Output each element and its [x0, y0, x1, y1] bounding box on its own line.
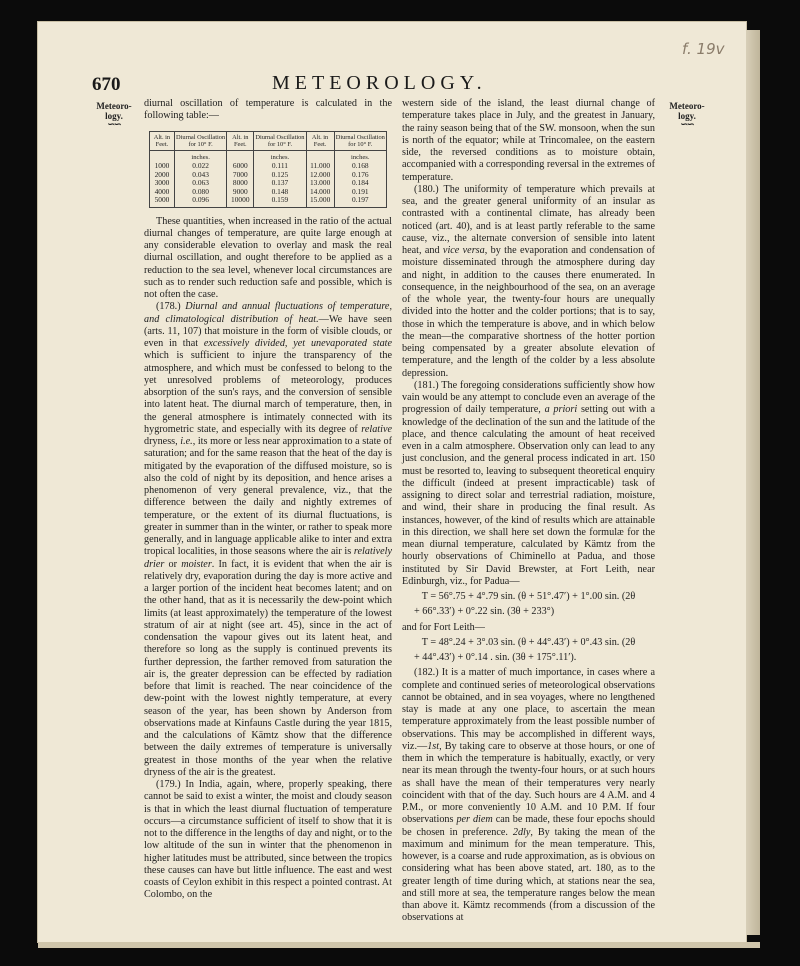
- table-cell: 3000: [150, 179, 175, 188]
- table-cell: 0.191: [334, 188, 386, 197]
- emphasis: 1st: [427, 740, 440, 752]
- table-header: Alt. in Feet.: [306, 131, 334, 150]
- table-row: [150, 196, 387, 207]
- paragraph-number: (178.): [156, 301, 181, 313]
- table-cell: inches.: [174, 150, 226, 162]
- table-cell: 0.159: [254, 196, 306, 207]
- table-header: Alt. in Feet.: [227, 131, 254, 150]
- table-cell: 0.125: [254, 171, 306, 180]
- table-row: [150, 162, 387, 171]
- emphasis: vice versa: [442, 245, 485, 256]
- text-run: can be made, these four epochs should be chosen in preference.: [402, 814, 656, 838]
- text-run: . In fact, it is evident that when the air is relatively dry, evaporation during the day is more active and a larger portion of the incident heat becomes latent; and on the other hand, that as it is necessarily the dew-point which limits (at least approximately) the temperature of the lowest stratum of air at night (see art. 45), since in the act of condensation the vapour gives out its latent heat, and therefore so long as the supply is continued prevents its further depression, the farther removed from saturation the air is, the greater depression can be effected by radiation before that limit is reached. The near coincidence of the dew-point with the lowest nightly temperature, at every season of the year, has been shown by Anderson from observations made at Kinfauns Castle during the year 1815, and the calculations of Kämtz show that the difference between the daily extremes of temperature is universally greatest in those months of the year when the relative dryness of the air is the greatest.: [144, 558, 393, 778]
- table-cell: 0.197: [334, 196, 386, 207]
- paragraph-180: [402, 184, 655, 380]
- section-title: Diurnal and annual fluctuations of temperature, and climatological distribution of heat.: [144, 301, 392, 325]
- table-cell: 1000: [150, 162, 175, 171]
- paragraph-179: (179.) In India, again, where, properly speaking, there cannot be said to exist a winter, the moist and cloudy season is that in which the least diurnal fluctuation of temperature occurs—a circumstance sufficient of itself to show that it is not to the difference in the lengths of day and night, or to the low altitude of the sun in winter that the phenomenon in higher latitudes must be attributed, since between the tropics these causes can have but little influence. The east and west coasts of Ceylon exhibit in this respect a pointed contrast. At Colombo, on the: [144, 779, 392, 901]
- table-cell: 2000: [150, 171, 175, 180]
- sidenote-left: [89, 101, 139, 129]
- text-run: , By taking care to observe at those hours, or one of them in which the temperature is habitually, exactly, or very near its mean through the twenty-four hours, or at such hours as shall have the mean of their temperatures very nearly coincident with that of the day. Such hours are 4 A.M. and 4 P.M., or more conveniently 10 A.M. and 10 P.M. If four observations: [402, 740, 655, 826]
- text-run: (180.) The uniformity of temperature which prevails at sea, and the greater general uniformity of an insular as contrasted with a continental climate, has already been noticed (art. 40), and is at least partly referable to the same cause, viz., the alternate conversion of sensible into latent heat, and: [402, 183, 655, 256]
- table-cell: 5000: [150, 196, 175, 207]
- paragraph-181: [402, 380, 655, 588]
- text-run: —We have seen (arts. 11, 107) that moisture in the form of visible clouds, or even in that: [144, 313, 392, 349]
- paragraph-178: [144, 301, 392, 779]
- text-run: dryness,: [144, 436, 178, 447]
- oscillation-table: [149, 131, 387, 208]
- table-cell: 6000: [227, 162, 254, 171]
- table-cell: 13.000: [306, 179, 334, 188]
- table-cell: 8000: [227, 179, 254, 188]
- emphasis: 2dly: [512, 826, 531, 838]
- sidenote-flourish-icon: ∽∽: [680, 119, 694, 129]
- table-cell: 0.137: [254, 179, 306, 188]
- table-cell: 15.000: [306, 196, 334, 207]
- text-run: setting out with a knowledge of the declination of the sun and the latitude of the place, and thence calculating the amount of heat received even in a calm atmosphere. Observation only can lead to any just conclusion, and the general process indicated in art. 150 must be resorted to, leaving to subsequent theoretical enquiry the difficult (indeed at present impracticable) task of assigning to direct solar and terrestrial radiation, moisture, and wind, their share in producing the final result. As instances, however, of the kind of results which are attainable in this direction, we shall here set down the formulæ for the mean diurnal temperature, calculated by Kämtz from the hourly observations of Chiminello at Padua, and those instituted by Sir David Brewster, at Fort Leith, near Edinburgh, viz., for Padua—: [402, 404, 656, 587]
- table-cell: 0.080: [174, 188, 226, 197]
- emphasis: excessively divided, yet unevaporated state: [203, 338, 393, 349]
- table-cell: inches.: [254, 150, 306, 162]
- page-edge: [746, 30, 760, 935]
- table-cell: 9000: [227, 188, 254, 197]
- table-header-row: [150, 131, 387, 150]
- text-run: , By taking the mean of the maximum and minimum for the mean temperature. This, however, is a coarse and rude approximation, as is obvious on considering what has been above stated, art. 180, as to the greater length of time during which, at stations near the sea, and still more at sea, the temperature ranges below the mean than above it. Kämtz recommends (from a discussion of the observations at: [402, 826, 655, 924]
- table-cell: 0.096: [174, 196, 226, 207]
- fort-leith-label: and for Fort Leith—: [402, 621, 485, 633]
- page-number: 670: [92, 74, 121, 95]
- emphasis: relatively drier: [144, 546, 392, 570]
- formula-leith-line1: T = 48°.24 + 3°.03 sin. (θ + 44°.43′) + 0°.43 sin. (2θ: [421, 636, 636, 648]
- emphasis: per diem: [456, 814, 493, 826]
- text-run: (182.) It is a matter of much importance, in cases where a complete and continued series of meteorological observations cannot be obtained, and in sea voyages, where no lengthened stay is made at any one place, to ascertain the mean temperature approximately from the least possible number of observations. This may be accomplished in different ways, viz.—: [402, 667, 655, 752]
- text-run: , by the evaporation and condensation of moisture disseminated through the atmosphere during day and night, in addition to the causes there enumerated. In consequence, in the neighbourhood of the sea, on an average of the whole year, the twenty-four hours are unequally divided into the hotter and the colder portions; that is to say, those in which the temperature is above, and in which below the mean—the comparative shortness of the hotter portion being compensated by a greater absolute elevation of temperature, and the length of the colder by a less absolute depression.: [402, 245, 656, 379]
- table-row: [150, 179, 387, 188]
- table-cell: 0.063: [174, 179, 226, 188]
- table-cell: 0.111: [254, 162, 306, 171]
- emphasis: i.e.: [180, 436, 193, 447]
- folio-pencil-mark: f. 19v: [682, 40, 725, 58]
- table-unit-row: [150, 150, 387, 162]
- sidenote-right-text: Meteoro- logy.: [669, 101, 705, 121]
- table-cell: inches.: [334, 150, 386, 162]
- table-header: Alt. in Feet.: [150, 131, 175, 150]
- left-column: [144, 98, 392, 902]
- emphasis: a priori: [544, 404, 578, 416]
- table-row: [150, 171, 387, 180]
- table-row: [150, 188, 387, 197]
- formula-leith-line2: + 44°.43′) + 0°.14 . sin. (3θ + 175°.11′).: [414, 652, 577, 663]
- table-header: Diurnal Oscillation for 10° F.: [174, 131, 226, 150]
- sidenote-flourish-icon: ∽∽: [107, 119, 121, 129]
- table-cell: 0.168: [334, 162, 386, 171]
- emphasis: moister: [181, 558, 212, 570]
- table-cell: 0.176: [334, 171, 386, 180]
- table-cell: 7000: [227, 171, 254, 180]
- table-intro: diurnal oscillation of temperature is calculated in the following table:—: [144, 98, 392, 122]
- table-cell: 14.000: [306, 188, 334, 197]
- sidenote-right: [662, 101, 712, 129]
- paragraph-continued: western side of the island, the least diurnal change of temperature takes place in July, and the greatest in January, the rainy season being that of the SW. monsoon, when the sun is north of the equator; while at Trincomalee, on the eastern side, the reversed conditions as to moisture obtain, accompanied with a corresponding reversal in the extremes of temperature.: [402, 98, 655, 183]
- emphasis: relative: [361, 423, 393, 435]
- table-header: Diurnal Oscillation for 10° F.: [334, 131, 386, 150]
- table-cell: 0.148: [254, 188, 306, 197]
- table-cell: 10000: [227, 196, 254, 207]
- table-cell: 0.022: [174, 162, 226, 171]
- table-cell: 0.184: [334, 179, 386, 188]
- table-cell: 0.043: [174, 171, 226, 180]
- paragraph-quantities: These quantities, when increased in the ratio of the actual diurnal changes of temperature, are quite large enough at any considerable elevation to overlay and mask the real diurnal oscillation, and ought therefore to be applied as a reduction to the sea level, whenever local circumstances are such as to render such reduction safe and possible, which is not often the case.: [144, 215, 392, 300]
- formula-padua-line2: + 66°.33′) + 0°.22 sin. (3θ + 233°): [414, 606, 555, 618]
- sidenote-left-text: Meteoro- logy.: [96, 101, 132, 121]
- paragraph-182: [402, 667, 655, 924]
- text-run: or: [168, 558, 178, 570]
- text-run: which is sufficient to injure the transparency of the atmosphere, and which must be confessed to belong to the yet unresolved problems of meteorology, produces absorption of the sun's rays, and the conversion of sensible into latent heat. The diurnal march of temperature, then, in the general atmosphere is intimately connected with its hygrometric state, and especially with its degree of: [144, 350, 392, 435]
- page-edge-bottom: [38, 942, 760, 948]
- table-cell: 4000: [150, 188, 175, 197]
- text-run: (181.) The foregoing considerations sufficiently show how vain would be any attempt to conclude even an average of the progression of daily temperature,: [402, 379, 655, 416]
- running-head: METEOROLOGY.: [272, 72, 487, 94]
- table-cell: 12.000: [306, 171, 334, 180]
- table-cell: 11.000: [306, 162, 334, 171]
- table-header: Diurnal Oscillation for 10° F.: [254, 131, 306, 150]
- formula-padua-line1: T = 56°.75 + 4°.79 sin. (θ + 51°.47′) + 1°.00 sin. (2θ: [421, 591, 636, 602]
- right-column: [402, 98, 655, 925]
- text-run: , its more or less near approximation to a state of saturation; and for the same reason that the heat of the day is mitigated by the evaporation of the diffused moisture, so is also the cold of night by its deposition, and hence arises a phenomenon of very general prevalence, viz., that the difference between the daily and nightly extremes of temperature, or the extent of its diurnal fluctuations, is greater in summer than in the winter, or rather to speak more generally, and in language applicable alike to inter and extra tropical localities, in those seasons where the air is: [144, 436, 393, 558]
